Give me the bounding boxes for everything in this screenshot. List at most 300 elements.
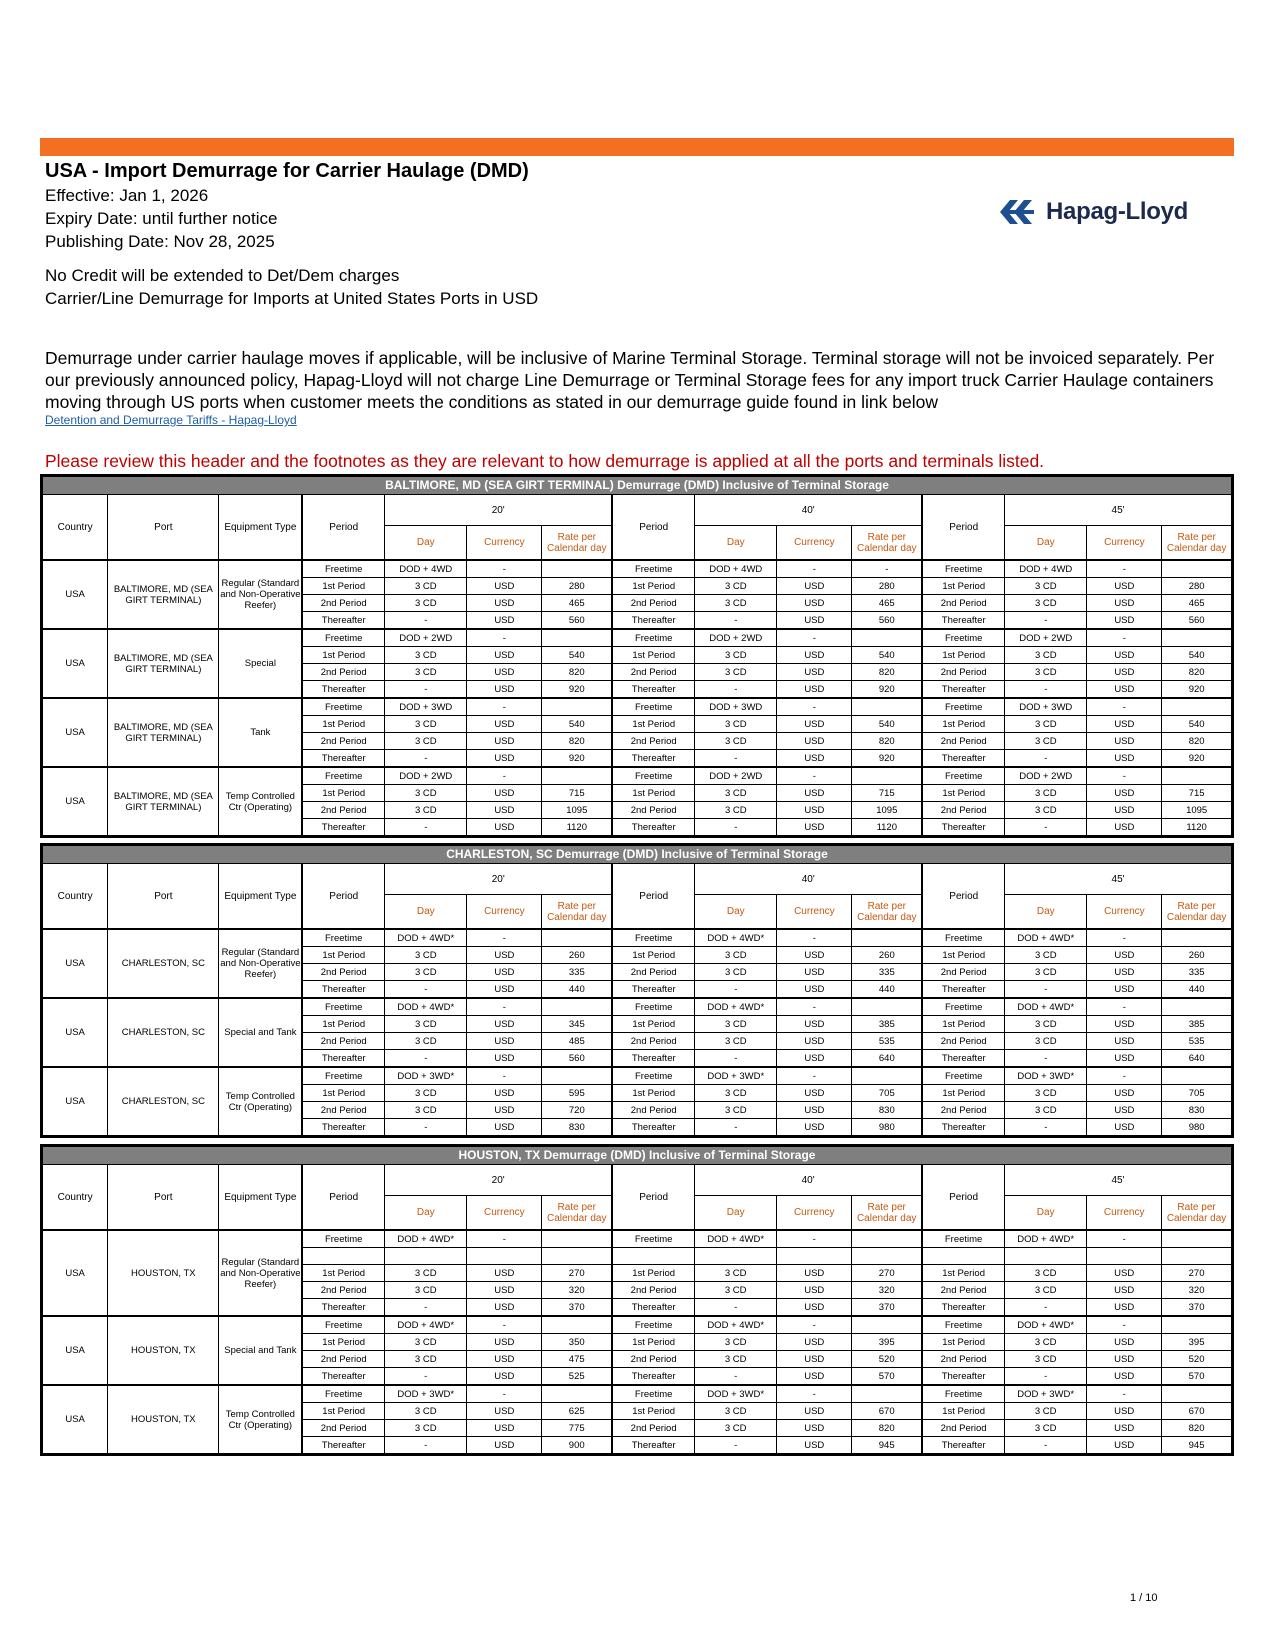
rate-cell <box>385 998 467 1016</box>
cell-value: 1st Period <box>322 1267 366 1279</box>
cell-value: USD <box>804 735 825 747</box>
table-row <box>42 998 1233 1016</box>
rate-cell <box>467 947 542 964</box>
rate-cell <box>1162 1033 1233 1050</box>
cell-value: Freetime <box>324 701 363 713</box>
cell-value: Thereafter <box>631 614 676 626</box>
rate-cell <box>777 698 852 716</box>
cell-value: 625 <box>568 1405 585 1417</box>
cell-value: USD <box>1114 1370 1135 1382</box>
rate-cell <box>612 1265 694 1282</box>
country-value: USA <box>65 1414 85 1425</box>
country-value: USA <box>65 658 85 669</box>
rate-cell <box>542 716 613 733</box>
equipment-value: Special and Tank <box>224 1027 297 1038</box>
rate-cell <box>612 647 694 664</box>
cell-value: 2nd Period <box>320 1284 367 1296</box>
rate-cell <box>1005 578 1087 595</box>
cell-value: Freetime <box>634 770 673 782</box>
cell-value: 830 <box>878 1104 895 1116</box>
rate-cell <box>777 733 852 750</box>
cell-value: USD <box>1114 787 1135 799</box>
cell-value: 3 CD <box>724 718 747 730</box>
page-number: 1 / 10 <box>1130 1592 1158 1604</box>
cell-value: 3 CD <box>1034 1336 1057 1348</box>
cell-value: 3 CD <box>1034 787 1057 799</box>
rate-cell <box>1005 664 1087 681</box>
rate-cell <box>695 612 777 630</box>
cell-value: 3 CD <box>414 1422 437 1434</box>
cell-value: 2nd Period <box>630 1104 677 1116</box>
rate-cell <box>542 1299 613 1317</box>
rate-cell <box>1087 1437 1162 1455</box>
rate-cell <box>542 629 613 647</box>
cell-value: 3 CD <box>1034 1087 1057 1099</box>
rate-cell <box>542 664 613 681</box>
rate-cell <box>852 1420 923 1437</box>
cell-value: - <box>812 632 816 644</box>
rate-cell <box>922 1016 1004 1033</box>
cell-value: DOD + 3WD* <box>397 1388 455 1400</box>
cell-value: 3 CD <box>1034 1035 1057 1047</box>
cell-value: - <box>812 1233 816 1245</box>
rate-cell <box>1162 998 1233 1016</box>
port-value: HOUSTON, TX <box>131 1267 196 1279</box>
rate-cell <box>852 1334 923 1351</box>
rate-cell <box>385 1420 467 1437</box>
rate-cell <box>542 1050 613 1068</box>
cell-value: 3 CD <box>724 1104 747 1116</box>
rate-cell <box>1087 1067 1162 1085</box>
cell-value: Freetime <box>324 1070 363 1082</box>
cell-value: 1st Period <box>632 580 676 592</box>
rate-cell <box>777 681 852 699</box>
country-value: USA <box>65 727 85 738</box>
cell-value: DOD + 3WD* <box>1017 1070 1075 1082</box>
country-cell <box>42 629 108 698</box>
cell-value: 820 <box>878 735 895 747</box>
cell-value: USD <box>804 983 825 995</box>
rate-cell <box>612 1368 694 1386</box>
rate-cell <box>1162 964 1233 981</box>
rate-cell <box>852 1102 923 1119</box>
rate-cell <box>467 612 542 630</box>
cell-value: USD <box>494 718 515 730</box>
cell-value: - <box>734 1121 738 1133</box>
cell-value: 385 <box>1188 1018 1205 1030</box>
rate-cell <box>1087 1299 1162 1317</box>
cell-value: 3 CD <box>724 1284 747 1296</box>
rate-cell <box>612 560 694 578</box>
rate-cell <box>777 1385 852 1403</box>
cell-value: - <box>424 1439 428 1451</box>
rate-cell <box>467 1248 542 1265</box>
rate-cell <box>777 1403 852 1420</box>
col-day: Day <box>726 1207 745 1219</box>
col-day: Day <box>726 537 745 549</box>
equipment-cell <box>219 560 302 629</box>
rate-cell <box>922 716 1004 733</box>
cell-value: Freetime <box>944 1233 983 1245</box>
cell-value: 280 <box>568 580 585 592</box>
cell-value: USD <box>804 787 825 799</box>
rate-cell <box>542 1230 613 1248</box>
cell-value: 485 <box>568 1035 585 1047</box>
cell-value: 3 CD <box>724 1422 747 1434</box>
rate-cell <box>467 1119 542 1137</box>
cell-value: - <box>1044 1370 1048 1382</box>
cell-value: - <box>812 1388 816 1400</box>
port-cell <box>108 929 219 998</box>
equipment-value: Temp Controlled Ctr (Operating) <box>225 1090 295 1113</box>
cell-value: Freetime <box>634 563 673 575</box>
rate-cell <box>695 785 777 802</box>
rate-cell <box>852 1316 923 1334</box>
cell-value: 2nd Period <box>940 1104 987 1116</box>
cell-value: Thereafter <box>631 1370 676 1382</box>
rate-cell <box>1087 595 1162 612</box>
rate-cell <box>695 681 777 699</box>
cell-value: - <box>502 1319 506 1331</box>
cell-value: 830 <box>1188 1104 1205 1116</box>
rate-cell <box>852 647 923 664</box>
cell-value: - <box>1122 563 1126 575</box>
rate-cell <box>467 1102 542 1119</box>
col-size-size20: 20' <box>491 873 505 885</box>
rate-cell <box>467 578 542 595</box>
port-value: BALTIMORE, MD (SEA GIRT TERMINAL) <box>113 583 213 606</box>
cell-value: Freetime <box>944 1001 983 1013</box>
cell-value: Thereafter <box>321 1370 366 1382</box>
rate-cell <box>612 964 694 981</box>
expiry-date: Expiry Date: until further notice <box>45 209 278 228</box>
rate-cell <box>302 1119 384 1137</box>
rate-cell <box>1005 819 1087 837</box>
rate-cell <box>1087 1282 1162 1299</box>
cell-value: DOD + 2WD <box>1019 770 1073 782</box>
cell-value: USD <box>494 752 515 764</box>
rate-cell <box>852 750 923 768</box>
hapag-lloyd-logo-icon <box>998 198 1038 226</box>
cell-value: USD <box>1114 1336 1135 1348</box>
cell-value: 440 <box>1188 983 1205 995</box>
cell-value: USD <box>494 1336 515 1348</box>
rate-cell <box>695 647 777 664</box>
col-size-size40: 40' <box>801 504 815 516</box>
cell-value: 1st Period <box>942 1336 985 1348</box>
cell-value: - <box>734 821 738 833</box>
rate-cell <box>1087 578 1162 595</box>
rate-cell <box>922 681 1004 699</box>
rate-cell <box>612 1334 694 1351</box>
rate-cell <box>852 929 923 947</box>
rate-cell <box>695 1033 777 1050</box>
rate-cell <box>1162 647 1233 664</box>
cell-value: USD <box>494 614 515 626</box>
cell-value: - <box>1044 821 1048 833</box>
cell-value: USD <box>1114 1052 1135 1064</box>
rate-cell <box>542 964 613 981</box>
rate-cell <box>695 595 777 612</box>
cell-value: - <box>1122 701 1126 713</box>
cell-value: 320 <box>568 1284 585 1296</box>
rate-cell <box>385 1368 467 1386</box>
rate-cell <box>695 1385 777 1403</box>
cell-value: Thereafter <box>631 752 676 764</box>
cell-value: 705 <box>878 1087 895 1099</box>
rate-cell <box>385 767 467 785</box>
cell-value: 775 <box>568 1422 585 1434</box>
rate-cell <box>1162 733 1233 750</box>
cell-value: 945 <box>1188 1439 1205 1451</box>
table-row <box>42 698 1233 716</box>
rate-cell <box>922 1368 1004 1386</box>
cell-value: 570 <box>878 1370 895 1382</box>
rate-cell <box>1087 819 1162 837</box>
cell-value: Freetime <box>324 932 363 944</box>
rate-cell <box>922 802 1004 819</box>
col-day: Day <box>726 906 745 918</box>
rate-cell <box>385 629 467 647</box>
rate-cell <box>922 964 1004 981</box>
cell-value: 3 CD <box>414 718 437 730</box>
document-header <box>45 158 945 253</box>
rate-cell <box>777 1050 852 1068</box>
cell-value: 3 CD <box>414 949 437 961</box>
rate-cell <box>1162 802 1233 819</box>
cell-value: - <box>734 1370 738 1382</box>
cell-value: 920 <box>568 752 585 764</box>
cell-value: 280 <box>878 580 895 592</box>
cell-value: DOD + 4WD* <box>1017 1319 1075 1331</box>
cell-value: 3 CD <box>1034 949 1057 961</box>
rate-cell <box>542 1334 613 1351</box>
col-equipment: Equipment Type <box>224 1191 297 1203</box>
cell-value: Freetime <box>634 1319 673 1331</box>
rate-cell <box>922 1385 1004 1403</box>
cell-value: 3 CD <box>414 580 437 592</box>
rate-cell <box>777 1282 852 1299</box>
rate-cell <box>922 1437 1004 1455</box>
cell-value: USD <box>804 1439 825 1451</box>
col-equipment: Equipment Type <box>224 521 297 533</box>
cell-value: Freetime <box>944 1388 983 1400</box>
rate-cell <box>1087 1248 1162 1265</box>
col-port: Port <box>154 890 173 902</box>
rate-cell <box>385 1265 467 1282</box>
rate-cell <box>777 560 852 578</box>
cell-value: USD <box>1114 1422 1135 1434</box>
cell-value: 1st Period <box>322 787 366 799</box>
rate-cell <box>1005 698 1087 716</box>
cell-value: 1st Period <box>632 1267 676 1279</box>
publishing-date: Publishing Date: Nov 28, 2025 <box>45 232 275 251</box>
cell-value: 3 CD <box>724 949 747 961</box>
document-title: USA - Import Demurrage for Carrier Haulage (DMD) <box>45 160 529 182</box>
country-value: USA <box>65 1096 85 1107</box>
equipment-cell <box>219 1385 302 1455</box>
cell-value: - <box>734 752 738 764</box>
rate-cell <box>922 819 1004 837</box>
rate-cell <box>777 1230 852 1248</box>
col-rate: Rate per Calendar day <box>857 531 917 554</box>
rate-cell <box>302 1067 384 1085</box>
cell-value: 720 <box>568 1104 585 1116</box>
rate-cell <box>852 1248 923 1265</box>
rate-cell <box>695 1050 777 1068</box>
col-day: Day <box>1036 537 1055 549</box>
cell-value: Freetime <box>324 563 363 575</box>
rate-cell <box>385 681 467 699</box>
rate-cell <box>922 1102 1004 1119</box>
cell-value: 3 CD <box>414 1284 437 1296</box>
rate-cell <box>385 1334 467 1351</box>
rate-cell <box>1087 716 1162 733</box>
cell-value: 335 <box>568 966 585 978</box>
rate-cell <box>1087 785 1162 802</box>
rate-cell <box>302 981 384 999</box>
rate-cell <box>922 1265 1004 1282</box>
rate-cell <box>852 1403 923 1420</box>
rate-cell <box>1005 947 1087 964</box>
rate-cell <box>777 1299 852 1317</box>
rate-cell <box>302 595 384 612</box>
cell-value: 920 <box>1188 683 1205 695</box>
cell-value: USD <box>494 1052 515 1064</box>
rate-cell <box>302 612 384 630</box>
rate-cell <box>777 664 852 681</box>
cell-value: - <box>1044 614 1048 626</box>
rate-cell <box>612 750 694 768</box>
cell-value: Freetime <box>324 1388 363 1400</box>
rate-cell <box>1087 1265 1162 1282</box>
rate-cell <box>542 681 613 699</box>
cell-value: 1st Period <box>942 1087 986 1099</box>
cell-value: USD <box>494 1301 515 1313</box>
cell-value: 260 <box>878 949 895 961</box>
rate-cell <box>302 664 384 681</box>
cell-value: 3 CD <box>724 649 747 661</box>
cell-value: 1st Period <box>632 649 676 661</box>
rate-cell <box>777 1067 852 1085</box>
cell-value: - <box>502 1070 506 1082</box>
rate-cell <box>612 1403 694 1420</box>
cell-value: Freetime <box>944 632 983 644</box>
rate-cell <box>1087 767 1162 785</box>
cell-value: 465 <box>1188 597 1205 609</box>
rate-cell <box>922 578 1004 595</box>
cell-value: - <box>812 1001 816 1013</box>
cell-value: 2nd Period <box>630 1035 677 1047</box>
rate-cell <box>695 964 777 981</box>
cell-value: USD <box>804 821 825 833</box>
cell-value: 3 CD <box>414 966 437 978</box>
cell-value: Thereafter <box>321 1121 366 1133</box>
rate-cell <box>922 612 1004 630</box>
col-size-size20: 20' <box>491 1174 505 1186</box>
rate-cell <box>542 1420 613 1437</box>
cell-value: 320 <box>1188 1284 1205 1296</box>
cell-value: 280 <box>1188 580 1205 592</box>
rate-cell <box>777 647 852 664</box>
rate-cell <box>1162 1368 1233 1386</box>
country-cell <box>42 1385 108 1455</box>
cell-value: USD <box>804 1267 825 1279</box>
cell-value: 3 CD <box>1034 1267 1057 1279</box>
cell-value: 3 CD <box>724 966 747 978</box>
col-period: Period <box>639 521 669 533</box>
col-currency: Currency <box>484 1207 525 1219</box>
cell-value: Thereafter <box>941 983 986 995</box>
cell-value: 2nd Period <box>940 1284 987 1296</box>
cell-value: - <box>502 932 506 944</box>
rate-cell <box>777 1085 852 1102</box>
rate-cell <box>1087 733 1162 750</box>
rate-cell <box>385 1403 467 1420</box>
cell-value: 1st Period <box>322 580 366 592</box>
cell-value: USD <box>494 1370 515 1382</box>
cell-value: 3 CD <box>1034 649 1057 661</box>
cell-value: USD <box>1114 1353 1135 1365</box>
rate-cell <box>612 929 694 947</box>
cell-value: 540 <box>568 718 585 730</box>
cell-value: 2nd Period <box>630 735 677 747</box>
cell-value: 540 <box>878 649 895 661</box>
cell-value: 3 CD <box>1034 1104 1057 1116</box>
cell-value: USD <box>804 1087 825 1099</box>
cell-value: 2nd Period <box>320 1353 367 1365</box>
cell-value: 3 CD <box>1034 597 1057 609</box>
col-period: Period <box>949 1191 979 1203</box>
col-currency: Currency <box>484 906 525 918</box>
cell-value: 2nd Period <box>320 666 367 678</box>
rate-cell <box>385 819 467 837</box>
equipment-cell <box>219 698 302 767</box>
cell-value: 715 <box>1188 787 1205 799</box>
col-currency: Currency <box>1104 906 1145 918</box>
cell-value: 2nd Period <box>940 1035 987 1047</box>
cell-value: - <box>812 770 816 782</box>
tariffs-link[interactable]: Detention and Demurrage Tariffs - Hapag-Lloyd <box>45 413 297 427</box>
port-value: CHARLESTON, SC <box>121 1027 205 1038</box>
cell-value: 705 <box>1188 1087 1205 1099</box>
rate-cell <box>302 1299 384 1317</box>
rate-cell <box>1162 1316 1233 1334</box>
rate-cell <box>542 1316 613 1334</box>
rate-cell <box>612 664 694 681</box>
rate-cell <box>695 1248 777 1265</box>
cell-value: 1095 <box>566 804 588 816</box>
rate-cell <box>1162 681 1233 699</box>
rate-cell <box>1005 1102 1087 1119</box>
cell-value: - <box>424 983 428 995</box>
rate-cell <box>1005 1385 1087 1403</box>
rate-cell <box>852 785 923 802</box>
rate-cell <box>612 1385 694 1403</box>
rate-cell <box>852 1351 923 1368</box>
rate-cell <box>695 698 777 716</box>
rate-cell <box>302 1403 384 1420</box>
rate-cell <box>1087 1403 1162 1420</box>
cell-value: 540 <box>1188 649 1205 661</box>
rate-cell <box>542 1067 613 1085</box>
cell-value: Thereafter <box>631 683 676 695</box>
cell-value: USD <box>804 1121 825 1133</box>
rate-cell <box>385 1316 467 1334</box>
cell-value: 1st Period <box>632 1018 676 1030</box>
cell-value: 345 <box>568 1018 585 1030</box>
cell-value: DOD + 2WD <box>399 770 453 782</box>
